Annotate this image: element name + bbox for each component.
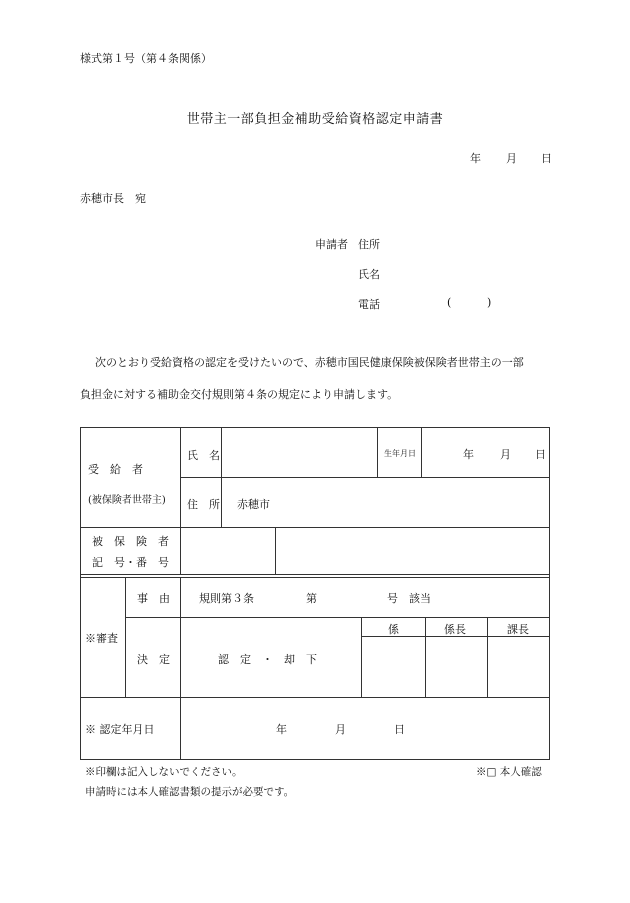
body-text-line-1: 次のとおり受給資格の認定を受けたいので、赤穂市国民健康保険被保険者世帯主の一部 xyxy=(95,356,524,369)
phone-paren-open: ( xyxy=(447,296,452,309)
body-text-line-2: 負担金に対する補助金交付規則第４条の規定により申請します。 xyxy=(80,388,399,401)
reason-dai: 第 xyxy=(306,592,317,605)
certification-date-label: ※ 認定年月日 xyxy=(85,723,155,736)
stamp-header-chief: 係長 xyxy=(444,623,466,636)
stamp-note: ※印欄は記入しないでください。 xyxy=(85,766,243,778)
date-month-label: 月 xyxy=(506,152,517,165)
applicant-address-label: 住所 xyxy=(358,238,380,251)
stamp-header-manager: 課長 xyxy=(507,623,529,636)
stamp-header-staff: 係 xyxy=(388,623,399,636)
cert-year-label: 年 xyxy=(276,723,287,736)
decision-value: 認 定 ・ 却 下 xyxy=(218,653,317,666)
date-day-label: 日 xyxy=(541,152,552,165)
applicant-label: 申請者 xyxy=(315,238,348,251)
decision-label: 決 定 xyxy=(137,653,170,666)
reason-applies: 該当 xyxy=(409,592,431,605)
insured-label-1: 被 保 険 者 xyxy=(92,535,169,548)
name-label: 氏 名 xyxy=(187,449,220,462)
reason-rule: 規則第３条 xyxy=(199,592,254,605)
recipient-sublabel: (被保険者世帯主) xyxy=(88,495,166,506)
reason-go: 号 xyxy=(387,592,398,605)
cert-day-label: 日 xyxy=(394,723,405,736)
address-label: 住 所 xyxy=(187,498,220,511)
address-value: 赤穂市 xyxy=(237,498,270,511)
review-label: ※審査 xyxy=(85,632,118,645)
reason-label: 事 由 xyxy=(137,592,170,605)
page-title: 世帯主一部負担金補助受給資格認定申請書 xyxy=(186,112,444,127)
insured-label-2: 記 号・番 号 xyxy=(92,556,169,569)
birthdate-label: 生年月日 xyxy=(384,449,416,458)
birth-year-label: 年 xyxy=(463,448,474,461)
application-table xyxy=(80,427,550,760)
document-note: 申請時には本人確認書類の提示が必要です。 xyxy=(85,786,295,798)
form-number: 様式第１号（第４条関係） xyxy=(80,52,212,65)
applicant-phone-label: 電話 xyxy=(358,298,380,311)
applicant-name-label: 氏名 xyxy=(358,268,380,281)
identity-check-note: ※□ 本人確認 xyxy=(476,766,542,778)
phone-paren-close: ) xyxy=(487,296,492,309)
addressee: 赤穂市長 宛 xyxy=(80,192,146,205)
cert-month-label: 月 xyxy=(335,723,346,736)
birth-day-label: 日 xyxy=(535,448,546,461)
date-year-label: 年 xyxy=(470,152,481,165)
birth-month-label: 月 xyxy=(500,448,511,461)
recipient-label: 受 給 者 xyxy=(88,463,143,476)
